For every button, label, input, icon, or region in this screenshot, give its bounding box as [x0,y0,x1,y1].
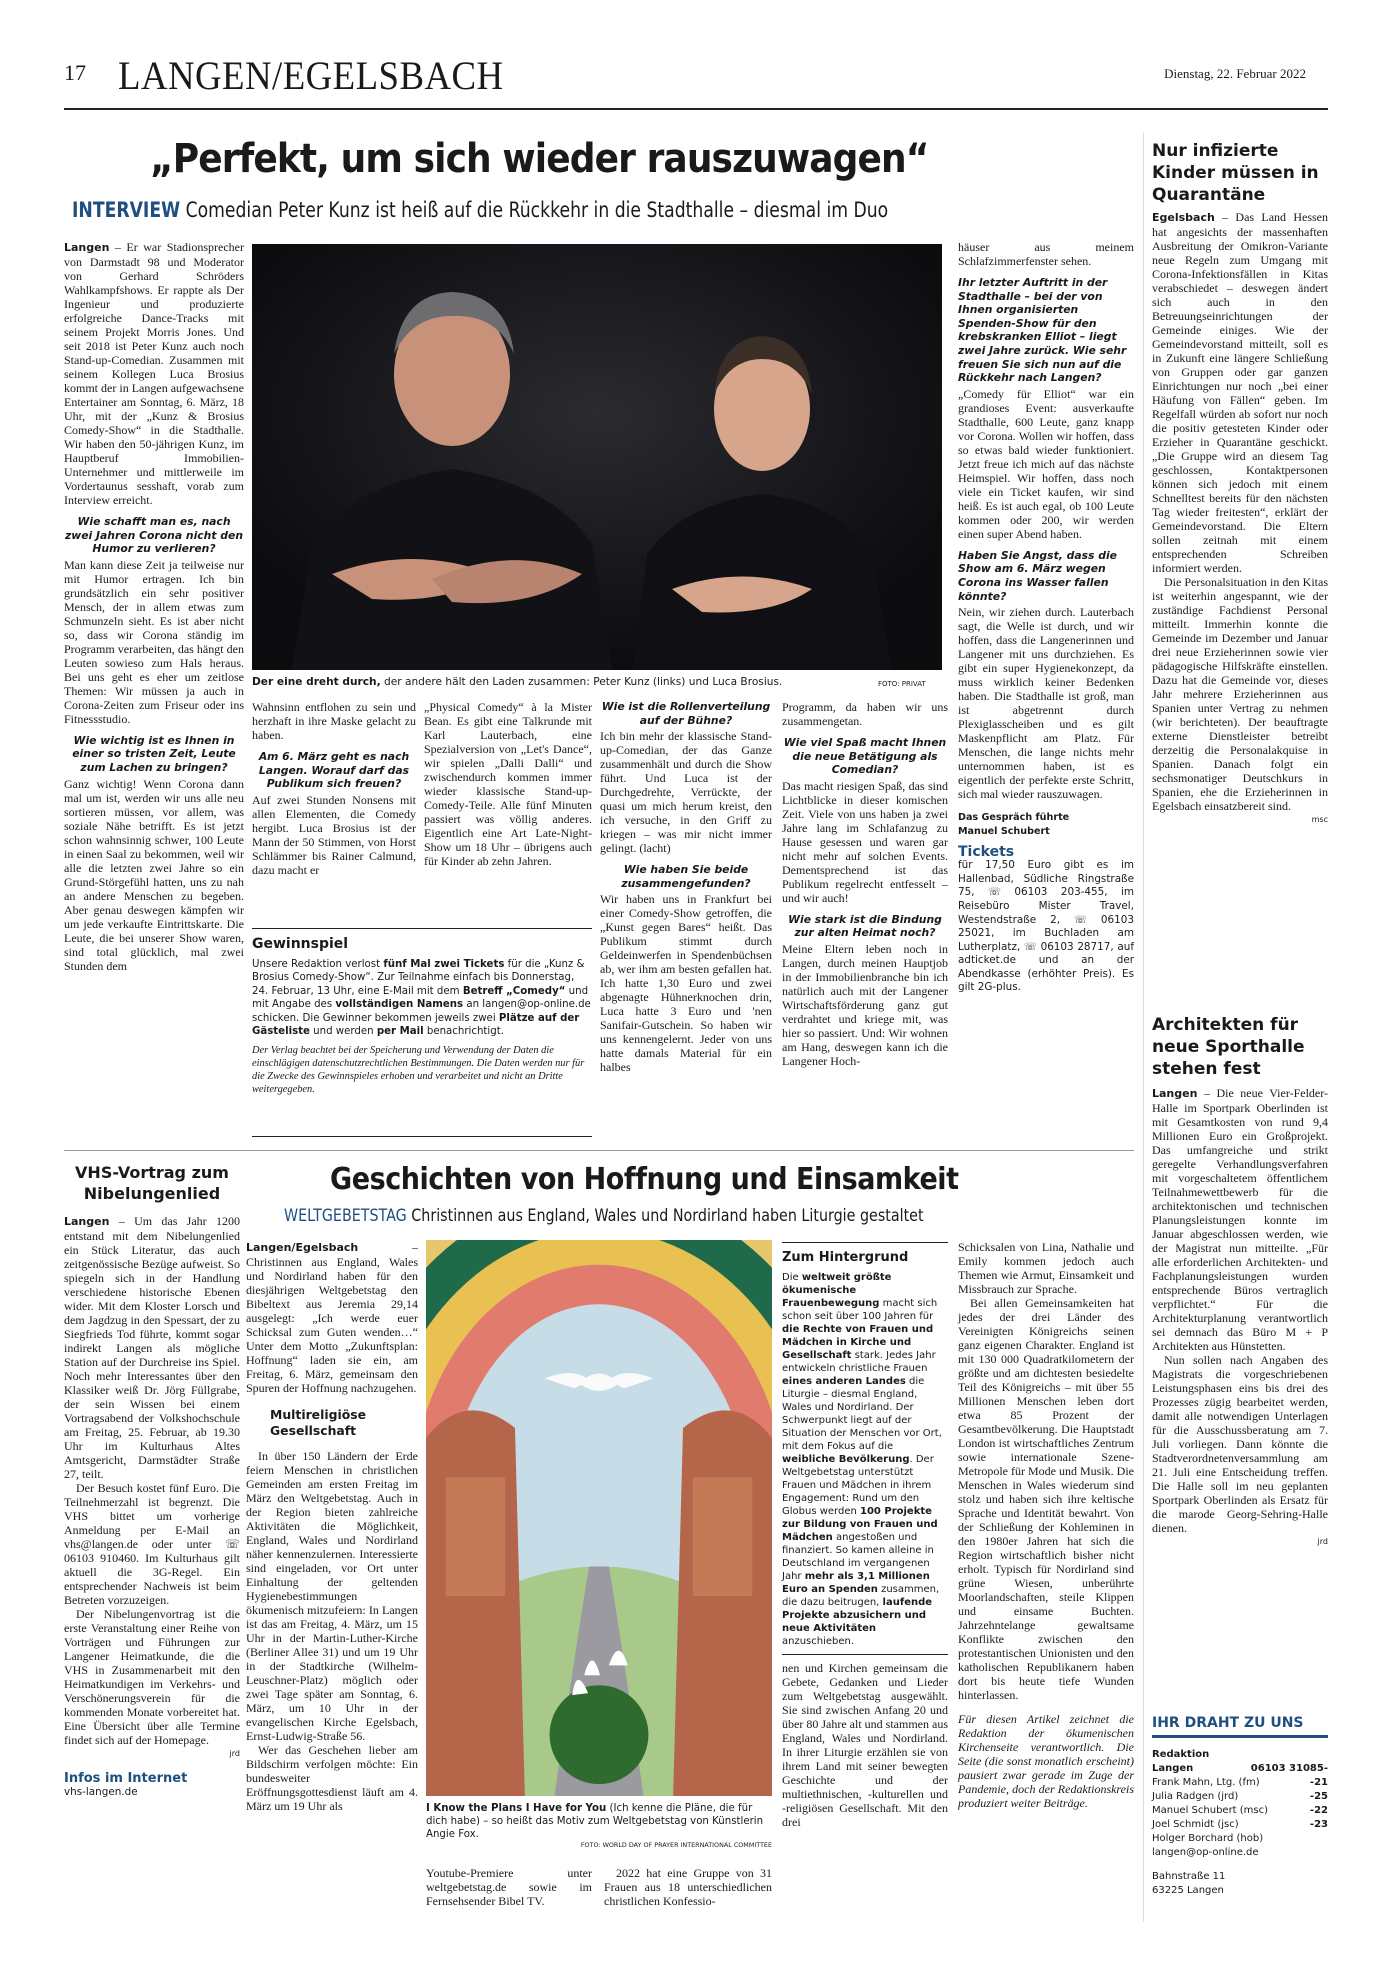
photo-credit: FOTO: WORLD DAY OF PRAYER INTERNATIONAL COMMITTEE [580,1841,772,1849]
caption-text: (Ich kenne die Pläne, die für dich habe) – so heißt das Motiv zum Weltgebetstag von Künstlerin Angie Fox. [426,1803,764,1840]
question: Wie wichtig ist es Ihnen in einer so tristen Zeit, Leute zum Lachen zu bringen? [72,733,236,774]
tickets-text: für 17,50 Euro gibt es im Hallenbad, Südliche Ringstraße 75, ☏ 06103 203-455, im Reisebüro Mister Travel, Westendstraße 2, ☏ 06103 25021, im Buchladen am Lutherplatz, ☏ 06103 28717, auf adticket.de und an der Abendkasse (erhöhter Preis). Es gilt 2G-plus. [958,859,1134,994]
article-text: – Die neue Vier-Felder-Halle im Sportpark Oberlinden ist mit Gesamtkosten von rund 9,4 Millionen Euro ein Großprojekt. Das umfangreiche und strikt geregelte Verhandlungsverfahren mit vorgeschaltetem öffentlichem Teilnahmewettbewerb für die architektonischen und technischen Planungsleistungen konnte im Januar abgeschlossen werden, wie der Magistrat nun mitteilte. „Für alle erforderlichen Architekten- und Fachplanungsleistungen wurden entsprechende Büros vertraglich verpflichtet.“ Für die Architekturplanung verantwortlich sei demnach das Büro M + P Architekten aus Hünstetten. [1152,1086,1329,1353]
article-text: – Um das Jahr 1200 entstand mit dem Nibelungenlied ein Stück Literatur, das auch zeitgenössische Bezüge aufweist. So spiegeln sich in der Handlung verschiedene historische Ebenen wider. Mit dem Kloster Lorsch und dem Jagdzug in den Spessart, der zu Siegfrieds Tod führte, kommt sogar indirekt Langen als mögliche Station auf der Durchreise ins Spiel. Noch mehr Interessantes über den Klassiker weiß Dr. Jörg Füllgrabe, der sein Wissen bei einem Vortragsabend der Volkshochschule am Freitag, 25. Februar, ab 19.30 Uhr im Kulturhaus Altes Amtsgericht, Darmstädter Straße 27, teilt. [64,1214,240,1481]
text: und mit Angabe des [252,985,589,1011]
contact-email[interactable]: langen@op-online.de [1152,1847,1259,1858]
contact-title-rule [1152,1735,1328,1738]
answer: Nein, wir ziehen durch. Lauterbach sagt, die Welle ist durch, und wir hoffen, dass die Langenerinnen und Langener mit uns durchziehen. Es gibt ein super Hygienekonzept, da muss wirklich keiner Bedenken haben. Die Stadthalle ist groß, man ist abgetrennt durch Plexiglasscheiben und es gilt Maskenpflicht am Platz. Für Menschen, die lange nichts mehr unternommen haben, ist es eigentlich der perfekte erste Schritt, sich mal wieder rauszuwagen. [958,605,1134,802]
answer: „Comedy für Elliot“ war ein grandioses Event: ausverkaufte Stadthalle, 600 Leute, ganz knapp vor Corona. Wollen wir hoffen, dass so etwas bald wieder funktioniert. Jetzt freue ich mich auf das nächste Heimspiel. Wir hoffen, dass noch viele ein Ticket kaufen, wir sind heiß. Es ist auch egal, ob 100 Leute kommen oder 200, wir werden einen super Abend haben. [958,386,1134,541]
staff-ext: -23 [1309,1819,1328,1830]
staff-name: Manuel Schubert (msc) [1152,1805,1269,1816]
interview-headline: „Perfekt, um sich wieder rauszuwagen“ [150,136,929,182]
gewinnspiel-disclaimer: Der Verlag beachtet bei der Speicherung und Verwendung der Daten die einschlägigen datenschutzrechtlichen Bestimmungen. Die Daten werden nur für die Zwecke des Gewinnspieles erhoben und verarbeitet und nicht an Dritte weitergegeben. [252,1045,585,1096]
text: angestoßen und finanziert. So kamen alleine in Deutschland im vergangenen Jahr [782,1532,934,1582]
article-text: Der Besuch kostet fünf Euro. Die Teilnehmerzahl ist begrenzt. Die VHS bittet um vorherige Anmeldung per E-Mail an vhs@langen.de oder unter ☏ 06103 910460. Im Kulturhaus gilt aktuell die 3G-Regel. Ein entsprechender Nachweis ist beim Betreten vorzuzeigen. [64,1481,240,1607]
caption-bold: I Know the Plans I Have for You [426,1803,607,1814]
answer: Ganz wichtig! Wenn Corona dann mal um ist, werden wir uns alle neu sortieren müssen, vor allem, was soziale Nähe betrifft. Es ist jetzt schon wahnsinnig schwer, 100 Leute in einen Saal zu bekommen, weil wir alle die letzten zwei Jahre so ein Grund-Störgefühl hatten, uns zu nah an andere Menschen zu begeben. Aber genau deswegen kämpfen wir um jede verkaufte Eintrittskarte. Die Leute, die bei unserer Show waren, sind total glücklich, mal zwei Stunden dem [64,776,244,973]
staff-row [1152,1790,1328,1804]
interview-col-4 [600,700,772,1074]
contact-title: IHR DRAHT ZU UNS [1152,1715,1304,1731]
staff-ext: -22 [1309,1805,1328,1816]
hintergrund-title: Zum Hintergrund [782,1250,909,1265]
hintergrund-top-rule [782,1242,948,1243]
answer: Auf zwei Stunden Nonsens mit allen Elementen, die Comedy hergibt. Luca Brosius ist der Mann der 50 Stimmen, von Horst Schlämmer bis Rainer Calmund, dazu macht er [252,792,416,877]
text-bold: mehr als 3,1 Millionen Euro an Spenden [782,1571,930,1595]
weltgebetstag-col-3 [782,1661,948,1829]
photo-peter-kunz-luca-brosius [252,244,942,670]
text: die Liturgie – diesmal England, Wales und Nordirland. Der Schwerpunkt liegt auf der Situation der Menschen vor Ort, mit dem Fokus auf die [782,1376,942,1452]
question: Wie ist die Rollenverteilung auf der Bühne? [601,700,771,727]
text: Die [782,1272,802,1283]
contact-city: 63225 Langen [1152,1885,1224,1896]
page-number: 17 [64,60,86,85]
infos-url[interactable]: vhs-langen.de [64,1786,138,1798]
staff-row [1152,1818,1328,1832]
author-tag: jrd [1317,1537,1328,1546]
caption-bold: Der eine dreht durch, [252,676,381,688]
gewinnspiel-title: Gewinnspiel [252,936,349,952]
contact-ort: Langen [1152,1763,1194,1774]
text-bold: weltweit größte ökumenische Frauenbewegung [782,1272,892,1309]
answer-cont: „Physical Comedy“ à la Mister Bean. Es gibt eine Talkrunde mit Karl Lauterbach, eine Spezialversion von „Let's Dance“, wir spielen „Dalli Dalli“ und zwischendurch kommen immer wieder klassische Stand-up-Comedy-Teile. Alle fünf Minuten passiert was völlig anderes. Eigentlich eine Art Late-Night-Show um 18 Uhr – übrigens auch für Kinder ab zehn Jahren. [424,700,592,868]
staff-name: Joel Schmidt (jsc) [1152,1819,1239,1830]
text: stark. Jedes Jahr entwickeln christliche Frauen [782,1350,936,1374]
question: Wie haben Sie beide zusammengefunden? [621,863,751,890]
article-text: Schicksalen von Lina, Nathalie und Emily kommen jedoch auch Themen wie Armut, Einsamkeit und Missbrauch zur Sprache. [958,1240,1134,1296]
weltgebetstag-subheadline [284,1206,924,1226]
email-link[interactable]: an langen@op-online.de schicken. Die Gewinner bekommen jeweils zwei [252,999,591,1024]
text: macht sich schon seit über 100 Jahren für [782,1298,938,1322]
caption-text: der andere hält den Laden zusammen: Peter Kunz (links) und Luca Brosius. [383,676,783,688]
artwork-open-doors-rainbow [426,1240,772,1796]
interview-photo [252,244,942,670]
subheadline-text: Christinnen aus England, Wales und Nordirland haben Liturgie gestaltet [411,1206,924,1226]
dateline: Langen/Egelsbach [246,1241,359,1254]
interview-col-6 [958,240,1134,995]
gewinnspiel-bottom-rule [252,1136,592,1137]
header-rule [64,108,1328,110]
text: und werden [309,1026,377,1038]
dateline: Langen [1152,1087,1198,1100]
answer: Das macht riesigen Spaß, das sind Lichtblicke in dieser komischen Zeit. Viele von uns haben ja zwei Jahre lang im Schlafanzug zu Hause gesessen und waren gar nicht mehr auf solchen Events. Dementsprechend ist das Publikum regelrecht entfesselt – und wir auch! [782,778,948,905]
hintergrund-bottom-rule [782,1654,948,1655]
article-text: 2022 hat eine Gruppe von 31 Frauen aus 18 unterschiedlichen christlichen Konfessio- [604,1866,772,1908]
staff-row [1152,1776,1328,1790]
subheadline-text: Comedian Peter Kunz ist heiß auf die Rückkehr in die Stadthalle – diesmal im Duo [185,198,889,222]
text: . Der Weltgebetstag unterstützt Frauen und Mädchen in ihrem Engagement: Rund um den Globus werden [782,1454,934,1517]
gewinnspiel-box [252,936,592,1096]
text-bold: eines anderen Landes [782,1376,906,1387]
text: anzuschieben. [782,1636,855,1647]
answer: Wir haben uns in Frankfurt bei einer Comedy-Show getroffen, die „Kunst gegen Bares“ heißt. Das Publikum stimmt durch Geldeinwerfen in Spendenbüchsen ab, wer ihm am besten gefallen hat. Ich hatte 1,30 Euro und zwei abgenagte Hühnerknochen drin, Luca hatte 3 Euro und 'nen Sanifair-Gutschein. So haben wir uns kennengelernt. Jeder von uns hatte damals Material für ein halbes [600,892,772,1075]
kicker-weltgebetstag: WELTGEBETSTAG [284,1206,407,1226]
contact-street: Bahnstraße 11 [1152,1871,1226,1882]
staff-extra: Holger Borchard (hob) [1152,1833,1264,1844]
staff-row [1152,1804,1328,1818]
kicker-interview: INTERVIEW [72,198,181,222]
answer-cont: Programm, da haben wir uns zusammengetan. [782,700,948,728]
article-text: – Christinnen aus England, Wales und Nordirland haben für den diesjährigen Weltgebetstag den Bibeltext aus Jeremia 29,14 ausgelegt: „Ich werde euer Schicksal zum Guten wenden…“ Unter dem Motto „Zukunftsplan: Hoffnung“ laden sie ein, am Freitag, 6. März, gemeinsam den Spuren der Hoffnung nachzugehen. [246,1240,418,1395]
answer: Man kann diese Zeit ja teilweise nur mit Humor ertragen. Ich bin grundsätzlich ein sehr positiver Mensch, der in allem etwas zum Schmunzeln sieht. Es ist aber nicht so, dass wir Corona ständig im Programm verarbeiten, das hängt den Leuten sowieso zum Hals heraus. Bei uns geht es eher um zeitlose Themen: Wir müssen ja auch in Corona-Zeiten zum Friseur oder ins Fitnessstudio. [64,557,244,726]
text: zusammen, die dazu beitrugen, [782,1584,940,1608]
hintergrund-box [782,1250,948,1648]
intro-text: – Er war Stadionsprecher von Darmstadt 98 und Moderator von Gerhard Schröders Wahlkampfshows. Er rappte als Der Ingenieur und produzierte erfolgreiche Dance-Tracks mit seinem Projekt Morris Jones. Und seit 2018 ist Peter Kunz auch noch Stand-up-Comedian. Zusammen mit seinem Kollegen Luca Brosius kommt der in Langen aufgewachsene Entertainer am Sonntag, 6. März, 18 Uhr, mit der „Kunz & Brosius Comedy-Show“ in die Stadthalle. Wir haben den 50-jährigen Kunz, im Hauptberuf Immobilien-Unternehmer und mittlerweile im Vordertaunus sesshaft, vorab zum Interview erreicht. [64,240,244,507]
author-tag: jrd [229,1749,240,1758]
text-bold: vollständigen Namens [335,999,464,1011]
sporthalle-headline: Architekten für neue Sporthalle stehen fest [1152,1015,1305,1079]
staff-ext: -25 [1309,1791,1328,1802]
text-bold: Plätze auf der Gästeliste [252,1012,580,1038]
article-text: Der Nibelungenvortrag ist die erste Veranstaltung einer Reihe von Vorträgen und Führungen zur Langener Heimatkunde, die die VHS in Zusammenarbeit mit den Heimatkundigen im Verkehrs- und Verschönerungsverein für die kommenden Monate vorbereitet hat. Eine Übersicht über alle Termine findet sich auf der Homepage. [64,1607,240,1747]
article-text: Youtube-Premiere unter weltgebetstag.de sowie im Fernsehsender Bibel TV. [426,1866,592,1908]
article-text: Wer das Geschehen lieber am Bildschirm verfolgen möchte: Ein bundesweiter Eröffnungsgottesdienst läuft am 4. März um 19 Uhr als [246,1743,418,1813]
text-bold: fünf Mal zwei Tickets [383,959,505,970]
article-text: In über 150 Ländern der Erde feiern Menschen in christlichen Gemeinden am ersten Freitag im März den Weltgebetstag. Auch in der Region bieten zahlreiche Aktivitäten die Möglichkeit, England, Wales und Nordirland näher kennenzulernen. Interessierte sind eingeladen, vor Ort unter Einhaltung der geltenden Hygienebestimmungen ökumenisch mitzufeiern: In Langen ist das am Freitag, 4. März, um 15 Uhr in der Martin-Luther-Kirche (Berliner Allee 31) und um 19 Uhr in der Stadtkirche (Wilhelm-Leuschner-Platz) möglich oder zwei Tage später am Sonntag, 6. März, um 10 Uhr in der evangelischen Kirche Egelsbach, Ernst-Ludwig-Straße 56. [246,1449,418,1743]
photo-credit: FOTO: PRIVAT [878,680,926,688]
gewinnspiel-rule [252,928,592,929]
question: Haben Sie Angst, dass die Show am 6. März wegen Corona ins Wasser fallen könnte? [958,548,1117,603]
staff-list [1152,1776,1328,1832]
interview-col-1 [64,240,244,973]
dateline: Langen [64,1215,110,1228]
question: Am 6. März geht es nach Langen. Worauf darf das Publikum sich freuen? [258,750,410,791]
artwork-caption [426,1802,772,1850]
byline-label: Das Gespräch führte [958,812,1070,824]
answer-cont: häuser aus meinem Schlafzimmerfenster sehen. [958,240,1134,268]
section-divider [64,1150,1134,1151]
text-bold: die Rechte von Frauen und Mädchen in Kirche und Gesellschaft [782,1324,934,1361]
answer: Ich bin mehr der klassische Stand-up-Comedian, der das Ganze zusammenhält und durch die Show führt. Und Luca ist der Durchgedrehte, Verrückte, der quasi um mich herum kreist, den ich versuche, in den Griff zu kriegen – was mir nicht immer gelingt. (lacht) [600,729,772,856]
answer: Meine Eltern leben noch in Langen, durch meinen Hauptjob in der Immobilienbranche bin ich natürlich auch mit der Langener Wirtschaftsförderung ganz gut verdrahtet und kriege mit, was hier so passiert. Und: Wir wohnen am Hang, deswegen kann ich die Langener Hoch- [782,941,948,1068]
infos-title: Infos im Internet [64,1771,188,1786]
staff-ext: -21 [1309,1777,1328,1788]
interview-subheadline [72,198,888,222]
editorial-note: Für diesen Artikel zeichnet die Redaktion der ökumenischen Kirchenseite verantwortlich. Die Seite (die sonst monatlich erscheint) pausiert zwar gerade im Zuge der Pandemie, doch der Redaktionskreis produziert weiter Beiträge. [958,1712,1134,1810]
interview-col-5 [782,700,948,1068]
vhs-headline: VHS-Vortrag zum Nibelungenlied [75,1163,229,1203]
question: Wie viel Spaß macht Ihnen die neue Betätigung als Comedian? [783,736,947,777]
section-title: LANGEN/EGELSBACH [118,53,504,98]
staff-name: Julia Radgen (jrd) [1152,1791,1239,1802]
weltgebetstag-col-2b [426,1866,592,1908]
text: für die „Kunz & Brosius Comedy-Show“. Zur Teilnahme einfach bis Donnerstag, 24. Februar, 13 Uhr, eine E-Mail mit dem [252,959,585,997]
contact-box [1152,1716,1328,1898]
article-text: nen und Kirchen gemeinsam die Gebete, Gedanken und Lieder zum Weltgebetstag ausgewählt. Sie sind zwischen Anfang 20 und über 80 Jahre alt und stammen aus England, Wales und Nordirland. In ihrer Liturgie erzählen sie von ihrem Land mit seiner bewegten Geschichte und der multiethnischen, -kulturellen und -religiösen Gesellschaft. Mit den drei [782,1661,948,1829]
byline-author: Manuel Schubert [958,826,1050,838]
weltgebetstag-headline: Geschichten von Hoffnung und Einsamkeit [330,1162,959,1197]
interview-col-2 [252,700,416,877]
question: Wie schafft man es, nach zwei Jahren Corona nicht den Humor zu verlieren? [64,515,244,556]
answer-cont: Wahnsinn entflohen zu sein und herzhaft in ihre Maske gelacht zu haben. [252,700,416,742]
text-bold: Betreff „Comedy“ [462,985,566,997]
dateline: Langen [64,241,110,254]
weltgebetstag-col-4 [958,1240,1134,1810]
sporthalle-article [1152,1014,1328,1549]
column-divider [1143,132,1144,1922]
article-text: Bei allen Gemeinsamkeiten hat jedes der drei Länder des Vereinigten Königreichs seinen ganz eigenen Charakter. England ist mit 130 000 Quadratkilometern der größte und am dichtesten besiedelte Teil des Königreichs – mit über 55 Millionen Menschen leben dort etwa 85 Prozent der Gesamtbevölkerung. Die Hauptstadt London ist wirtschaftliches Zentrum sowie internationale Szene-Metropole für Mode und Musik. Die Menschen in Wales wiederum sind stolz und haben sich ihre keltische Sprache und Identität bewahrt. Von der Schließung der Kohleminen in den 1980er Jahren hat sich die Region wirtschaftlich bisher nicht erholt. Typisch für Nordirland sind grüne Wiesen, unberührte Moorlandschaften, steile Klippen und einsame Buchten. Jahrzehntelange gewaltsame Konflikte zwischen den protestantischen Unionisten und den katholischen Republikanern haben dort bis heute tiefe Wunden hinterlassen. [958,1296,1134,1702]
question: Ihr letzter Auftritt in der Stadthalle – bei der von Ihnen organisierten Spenden-Show für den krebskranken Elliot – liegt zwei Jahre zurück. Wie sehr freuen Sie sich nun auf die Rückkehr nach Langen? [958,276,1127,385]
tickets-title: Tickets [958,844,1015,861]
dateline: Egelsbach [1152,211,1215,224]
text-bold: per Mail [376,1026,424,1038]
text-bold: laufende Projekte abzusichern und neue Aktivitäten [782,1597,933,1634]
photo-caption [252,676,852,689]
text-bold: weibliche Bevölkerung [782,1454,910,1465]
vhs-article [64,1162,240,1800]
weltgebetstag-col-3b [604,1866,772,1908]
interview-col-3 [424,700,592,868]
text: Unsere Redaktion verlost [252,959,384,970]
staff-name: Frank Mahn, Ltg. (fm) [1152,1777,1260,1788]
text-bold: 100 Projekte zur Bildung von Frauen und Mädchen [782,1506,938,1543]
contact-phone[interactable]: 06103 31085- [1250,1763,1328,1774]
issue-date: Dienstag, 22. Februar 2022 [1164,66,1306,81]
weltgebetstag-artwork [426,1240,772,1796]
contact-redaktion: Redaktion [1152,1749,1210,1760]
weltgebetstag-col-1 [246,1240,418,1813]
subhead-multireligioese: Multireligiöse Gesellschaft [270,1407,366,1438]
question: Wie stark ist die Bindung zur alten Heimat noch? [788,912,942,940]
article-text: – Das Land Hessen hat angesichts der massenhaften Ausbreitung der Omikron-Variante neue Regeln zum Umgang mit Corona-Infektionsfällen in Kitas verabschiedet – deswegen ändert sich auch in den Betreuungseinrichtungen der Gemeinde einiges. Wie der Gemeindevorstand mitteilt, soll es in Zukunft eine längere Schließung von Gruppen oder gar ganzen Einrichtungen nur noch „bei einer Häufung von Fällen“ geben. Im Regelfall würden ab sofort nur noch die positiv getesteten Kinder oder Erzieher in Quarantäne geschickt. „Die Gruppe wird an diesem Tag geschlossen, Kontaktpersonen können sich jedoch mit einem Schnelltest bereits für den nächsten Tag wieder freitesten“, erklärt der Gemeindevorstand. Die Eltern sollen zeitnah mit einem entsprechenden Schreiben informiert werden. [1152,210,1328,575]
article-text: Die Personalsituation in den Kitas ist weiterhin angespannt, wie der zuständige Fachdienst Personal mitteilt. Immerhin konnte die Gemeinde im Dezember und Januar drei neue Erzieherinnen sowie vier pädagogische Hilfskräfte einstellen. Dazu hat die Gemeinde vor, dieses Jahr mehrere Erzieherinnen aus Spanien unter Vertrag zu nehmen (wir berichteten). Der beauftragte externe Dienstleister betreibt derzeitig die Personalakquise in Spanien. Danach folgt ein sechsmonatiger Deutschkurs in Spanien, ehe die Erzieherinnen in Egelsbach einsatzbereit sind. [1152,575,1328,813]
quarantaene-article [1152,140,1328,827]
text: benachrichtigt. [423,1026,504,1038]
author-tag: msc [1311,815,1328,824]
quarantaene-headline: Nur infizierte Kinder müssen in Quarantäne [1152,141,1319,205]
article-text: Nun sollen nach Angaben des Magistrats die vorgeschriebenen Leistungsphasen eins bis drei des Prozesses zügig bearbeitet werden, damit alle notwendigen Unterlagen für die Ausschussberatung am 7. Juli vorliegen. Dann könnte die Stadtverordnetenversammlung am 21. Juli eine Entscheidung treffen. Die Halle soll im neu geplanten Sportpark Oberlinden als Ersatz für die marode Georg-Sehring-Halle dienen. [1152,1353,1328,1535]
